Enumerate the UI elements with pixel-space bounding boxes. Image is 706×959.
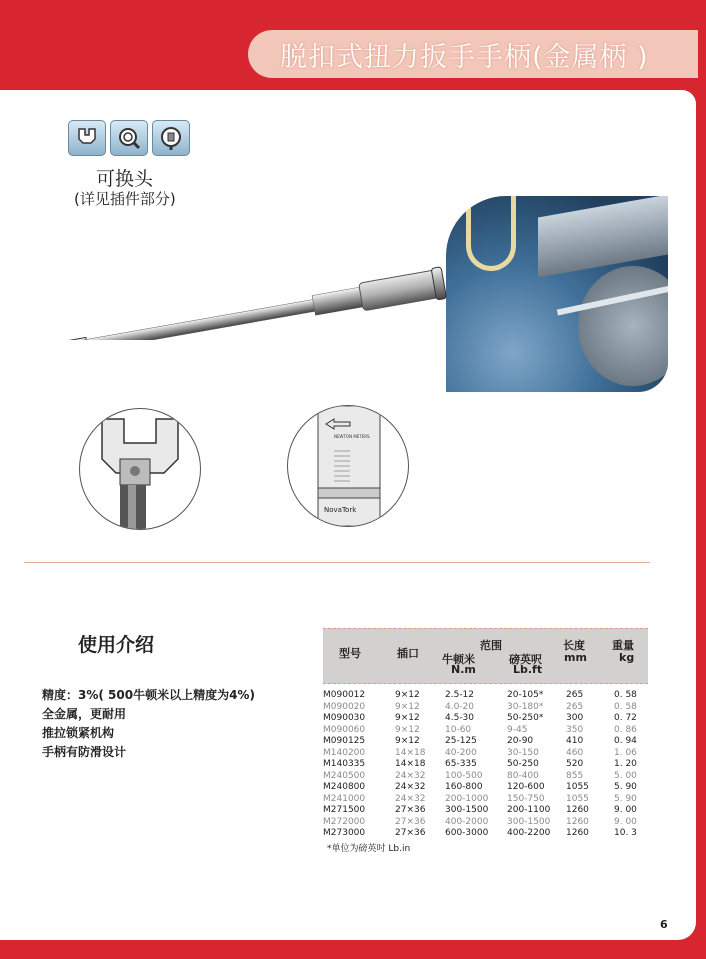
page-title: 脱扣式扭力扳手手柄(金属柄 ) — [280, 41, 649, 73]
heads-note: (详见插件部分) — [74, 190, 176, 208]
table-header — [323, 628, 648, 684]
intro-title: 使用介绍 — [78, 634, 155, 656]
table-cell-lbft: 300-1500 — [507, 816, 551, 827]
header-length-unit: mm — [564, 651, 587, 664]
table-cell-model: M090060 — [323, 724, 366, 735]
table-row — [323, 702, 648, 714]
table-cell-drive: 24×32 — [395, 782, 426, 792]
table-cell-model: M090030 — [323, 713, 366, 723]
title-banner — [248, 30, 698, 78]
scale-brand: NovaTork — [324, 506, 357, 514]
table-cell-weight: 5. 90 — [614, 793, 637, 804]
table-cell-nm: 300-1500 — [445, 805, 489, 815]
table-cell-weight: 1. 06 — [614, 747, 637, 758]
table-cell-weight: 0. 58 — [614, 690, 637, 700]
section-divider — [24, 562, 650, 563]
table-cell-nm: 25-125 — [445, 736, 477, 746]
table-row — [323, 725, 648, 737]
table-cell-drive: 24×32 — [395, 770, 426, 781]
table-cell-model: M140200 — [323, 747, 366, 758]
table-cell-drive: 27×36 — [395, 828, 426, 838]
table-cell-nm: 100-500 — [445, 770, 483, 781]
table-cell-length: 1055 — [566, 793, 589, 804]
table-row — [323, 794, 648, 806]
table-cell-weight: 10. 3 — [614, 828, 637, 838]
table-cell-lbft: 80-400 — [507, 770, 539, 781]
table-cell-nm: 400-2000 — [445, 816, 489, 827]
table-cell-length: 265 — [566, 690, 584, 700]
torque-wrench-image — [30, 240, 450, 340]
table-cell-lbft: 20-90 — [507, 736, 534, 746]
feature-list — [42, 686, 255, 762]
table-cell-lbft: 30-180* — [507, 701, 544, 712]
table-cell-nm: 65-335 — [445, 759, 477, 769]
table-row — [323, 782, 648, 794]
header-lbft: 磅英呎 — [509, 653, 542, 666]
table-cell-weight: 9. 00 — [614, 816, 637, 827]
table-cell-lbft: 9-45 — [507, 724, 528, 735]
table-cell-drive: 14×18 — [395, 747, 426, 758]
table-cell-drive: 9×12 — [395, 724, 420, 735]
table-cell-model: M090020 — [323, 701, 366, 712]
heads-label: 可换头 — [96, 168, 154, 190]
table-cell-lbft: 120-600 — [507, 782, 545, 792]
table-cell-model: M272000 — [323, 816, 366, 827]
table-cell-nm: 4.5-30 — [445, 713, 475, 723]
table-cell-drive: 14×18 — [395, 759, 426, 769]
table-cell-length: 855 — [566, 770, 584, 781]
table-body — [323, 690, 648, 840]
page-number: 6 — [660, 918, 668, 931]
table-cell-model: M090012 — [323, 690, 366, 700]
feature-item: 推拉锁紧机构 — [42, 726, 115, 740]
scale-top-label: NEWTON METERS — [334, 434, 370, 439]
table-cell-nm: 160-800 — [445, 782, 483, 792]
table-cell-length: 265 — [566, 701, 584, 712]
header-drive: 插口 — [397, 647, 419, 660]
scale-detail-circle — [287, 405, 409, 527]
table-row — [323, 817, 648, 829]
head-detail-circle — [79, 408, 201, 530]
table-cell-weight: 0. 58 — [614, 701, 637, 712]
header-length: 长度 — [563, 639, 585, 652]
table-cell-length: 410 — [566, 736, 584, 746]
table-cell-lbft: 50-250* — [507, 713, 544, 723]
table-cell-lbft: 20-105* — [507, 690, 544, 700]
table-cell-drive: 9×12 — [395, 690, 420, 700]
header-nm: 牛顿米 — [442, 653, 475, 666]
table-cell-weight: 0. 72 — [614, 713, 637, 723]
table-footnote: *单位为磅英吋 Lb.in — [327, 844, 411, 854]
table-cell-length: 1260 — [566, 828, 589, 838]
table-cell-length: 1260 — [566, 816, 589, 827]
ring-head-icon — [110, 120, 148, 156]
table-cell-weight: 5. 90 — [614, 782, 637, 792]
table-cell-model: M241000 — [323, 793, 366, 804]
table-cell-length: 520 — [566, 759, 584, 769]
table-row — [323, 690, 648, 702]
feature-item: 精度：3%( 500牛顿米以上精度为4%) — [42, 688, 255, 702]
table-cell-model: M240500 — [323, 770, 366, 781]
ratchet-head-icon — [152, 120, 190, 156]
table-row — [323, 748, 648, 760]
header-range: 范围 — [480, 639, 502, 652]
table-cell-length: 300 — [566, 713, 584, 723]
table-cell-model: M273000 — [323, 828, 366, 838]
spec-table — [323, 628, 648, 840]
table-row — [323, 736, 648, 748]
table-cell-nm: 200-1000 — [445, 793, 489, 804]
table-cell-drive: 27×36 — [395, 805, 426, 815]
table-cell-weight: 0. 94 — [614, 736, 637, 746]
table-cell-lbft: 150-750 — [507, 793, 545, 804]
table-cell-model: M271500 — [323, 805, 366, 815]
table-cell-nm: 10-60 — [445, 724, 472, 735]
table-row — [323, 805, 648, 817]
table-cell-length: 1260 — [566, 805, 589, 815]
open-end-head-icon — [68, 120, 106, 156]
table-cell-weight: 0. 86 — [614, 724, 637, 735]
table-cell-weight: 9. 00 — [614, 805, 637, 815]
feature-item: 全金属，更耐用 — [42, 707, 127, 721]
table-cell-model: M240800 — [323, 782, 366, 792]
table-cell-length: 460 — [566, 747, 584, 758]
table-cell-lbft: 50-250 — [507, 759, 539, 769]
table-row — [323, 771, 648, 783]
table-row — [323, 759, 648, 771]
table-cell-lbft: 200-1100 — [507, 805, 551, 815]
table-cell-drive: 9×12 — [395, 736, 420, 746]
header-weight: 重量 — [612, 639, 634, 652]
table-cell-model: M090125 — [323, 736, 366, 746]
header-model: 型号 — [339, 647, 361, 660]
table-cell-nm: 4.0-20 — [445, 701, 475, 712]
table-cell-drive: 27×36 — [395, 816, 426, 827]
header-weight-unit: kg — [619, 651, 635, 664]
table-cell-model: M140335 — [323, 759, 366, 769]
table-cell-nm: 2.5-12 — [445, 690, 475, 700]
table-cell-length: 1055 — [566, 782, 589, 792]
table-cell-lbft: 30-150 — [507, 747, 539, 758]
feature-item: 手柄有防滑设计 — [42, 745, 127, 759]
table-cell-weight: 5. 00 — [614, 770, 637, 781]
header-lbft-unit: Lb.ft — [513, 663, 543, 676]
table-row — [323, 713, 648, 725]
table-cell-drive: 9×12 — [395, 713, 420, 723]
table-cell-nm: 600-3000 — [445, 828, 489, 838]
header-nm-unit: N.m — [451, 663, 476, 676]
head-icons — [68, 120, 190, 156]
table-cell-length: 350 — [566, 724, 584, 735]
table-cell-lbft: 400-2200 — [507, 828, 551, 838]
table-cell-drive: 24×32 — [395, 793, 426, 804]
application-photo — [446, 196, 668, 392]
table-cell-weight: 1. 20 — [614, 759, 637, 769]
table-cell-nm: 40-200 — [445, 747, 477, 758]
table-cell-drive: 9×12 — [395, 701, 420, 712]
table-row — [323, 828, 648, 840]
